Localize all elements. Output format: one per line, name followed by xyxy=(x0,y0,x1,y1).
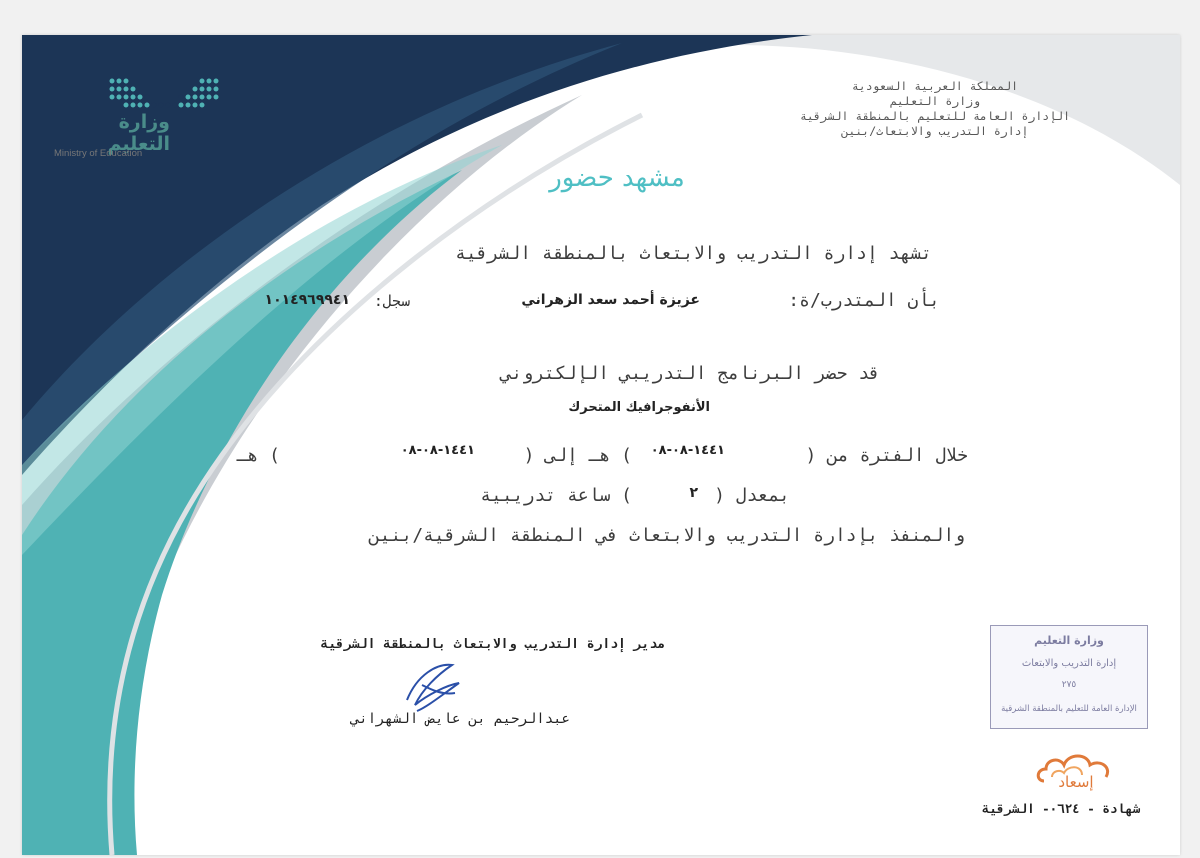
header-country: المملكة العربية السعودية xyxy=(851,79,1019,93)
rate-prefix: بمعدل ( xyxy=(714,485,790,506)
certificate-number: شهادة - ٠٦٢٤- الشرقية xyxy=(981,801,1140,816)
certificate-title: مشهد حضور xyxy=(549,163,685,193)
registry-number: ١٠١٤٩٦٩٩٤١ xyxy=(264,292,350,308)
trainee-name: عزيزة أحمد سعد الزهراني xyxy=(521,292,700,308)
certificate-page xyxy=(22,35,1180,855)
signature-scribble xyxy=(397,655,467,715)
trainee-label: بأن المتدرب/ة: xyxy=(788,290,940,311)
logo-dots-icon xyxy=(108,77,220,111)
executed-by-line: والمنفذ بإدارة التدريب والابتعاث في المنطقة الشرقية/بنين xyxy=(368,525,965,546)
header-directorate: الإدارة العامة للتعليم بالمنطقة الشرقية xyxy=(799,109,1071,123)
period-prefix: خلال الفترة من ( xyxy=(805,445,968,466)
ishad-brand: إسعاد xyxy=(1058,773,1094,791)
header-ministry: وزارة التعليم xyxy=(889,94,980,108)
stamp-line-1: وزارة التعليم xyxy=(1034,634,1104,647)
official-stamp xyxy=(990,625,1148,729)
header-department: إدارة التدريب والابتعاث/بنين xyxy=(841,124,1029,138)
registry-label: سجل: xyxy=(373,292,410,310)
end-date: ١٤٤١-٠٨-٠٨ xyxy=(400,443,475,458)
stamp-line-4: الإدارة العامة للتعليم بالمنطقة الشرقية xyxy=(1001,704,1137,714)
start-date: ١٤٤١-٠٨-٠٨ xyxy=(650,443,725,458)
rate-suffix: ) ساعة تدريبية xyxy=(480,485,632,506)
period-middle: ) هـ إلى ( xyxy=(523,445,632,466)
logo-english-name: Ministry of Education xyxy=(54,148,143,159)
training-hours: ٢ xyxy=(689,485,698,501)
program-name: الأنفوجرافيك المتحرك xyxy=(568,400,710,415)
ministry-logo xyxy=(50,75,170,165)
logo-arabic-name: وزارة التعليم xyxy=(107,111,170,155)
attended-line: قد حضر البرنامج التدريبي الإلكتروني xyxy=(500,363,880,384)
stamp-line-3: ٢٧٥ xyxy=(1061,680,1077,690)
signature-title: مدير إدارة التدريب والابتعاث بالمنطقة الشرقية xyxy=(320,637,665,652)
period-suffix: ) هـ xyxy=(236,445,280,466)
signer-name: عبدالرحيم بن عايض الشهراني xyxy=(350,711,570,727)
stamp-line-2: إدارة التدريب والابتعاث xyxy=(1021,658,1117,669)
header-block xyxy=(785,79,1085,139)
testimony-line: تشهد إدارة التدريب والابتعاث بالمنطقة الشرقية xyxy=(455,243,932,264)
